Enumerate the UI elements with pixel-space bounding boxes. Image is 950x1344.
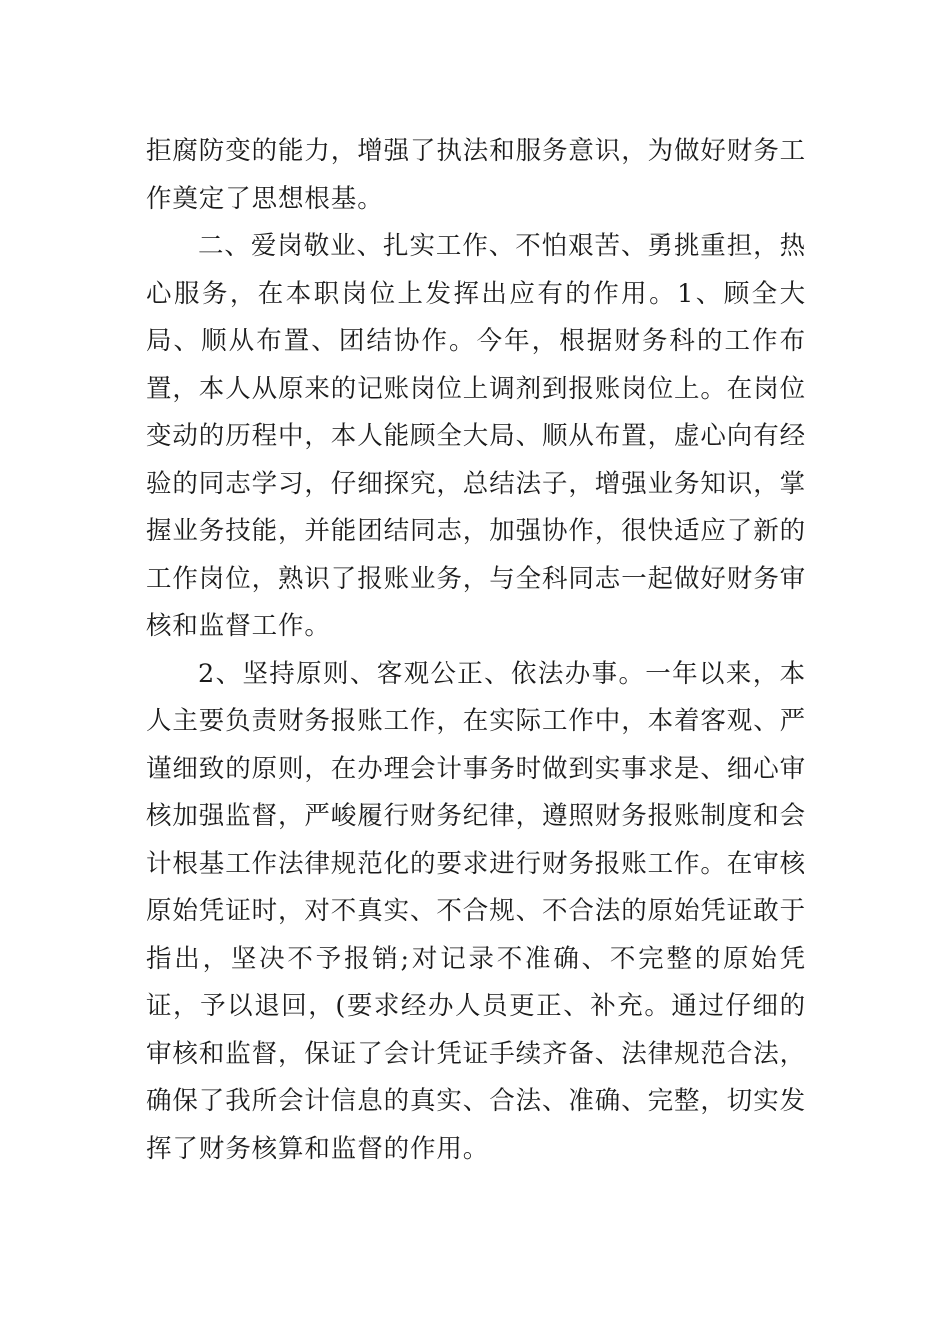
paragraph-section-two: 二、爱岗敬业、扎实工作、不怕艰苦、勇挑重担，热心服务，在本职岗位上发挥出应有的作用。1、顾全大局、顺从布置、团结协作。今年，根据财务科的工作布置，本人从原来的记账岗位上调剂到报账岗位上。在岗位变动的历程中，本人能顾全大局、顺从布置，虚心向有经验的同志学习，仔细探究，总结法子，增强业务知识，掌握业务技能，并能团结同志，加强协作，很快适应了新的工作岗位，熟识了报账业务，与全科同志一起做好财务审核和监督工作。 (146, 231, 807, 641)
document-body (146, 128, 806, 1173)
paragraph-point-two: 2、坚持原则、客观公正、依法办事。一年以来，本人主要负责财务报账工作，在实际工作中，本着客观、严谨细致的原则，在办理会计事务时做到实事求是、细心审核加强监督，严峻履行财务纪律，遵照财务报账制度和会计根基工作法律规范化的要求进行财务报账工作。在审核原始凭证时，对不真实、不合规、不合法的原始凭证敢于指出，坚决不予报销;对记录不准确、不完整的原始凭证，予以退回，(要求经办人员更正、补充。通过仔细的审核和监督，保证了会计凭证手续齐备、法律规范合法，确保了我所会计信息的真实、合法、准确、完整，切实发挥了财务核算和监督的作用。 (146, 658, 807, 1164)
paragraph-continuation: 拒腐防变的能力，增强了执法和服务意识，为做好财务工作奠定了思想根基。 (146, 136, 807, 214)
